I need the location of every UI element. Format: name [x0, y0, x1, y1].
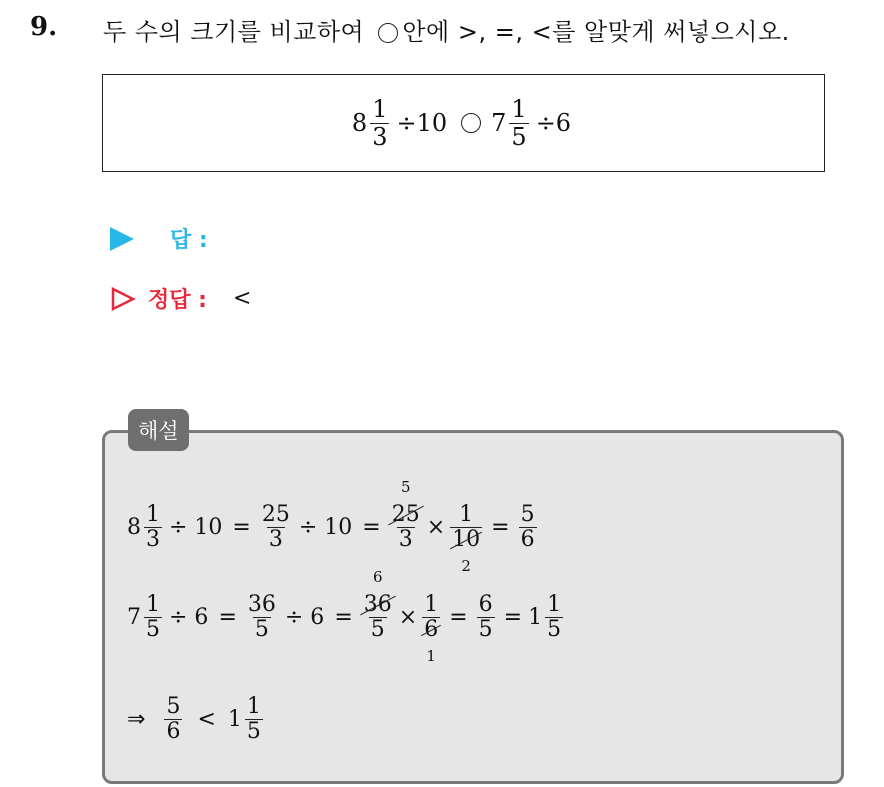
s1-frac-4-num: 1 [459, 502, 474, 527]
solution-line-1 [127, 478, 540, 575]
s2-frac-1 [144, 593, 162, 642]
s2-frac-4-num: 1 [424, 592, 439, 617]
correct-answer-row [110, 283, 251, 314]
solution-line-3 [127, 695, 266, 744]
s3-frac-a-num: 5 [166, 694, 181, 719]
s3-frac-b-den: 5 [246, 719, 261, 745]
s3-frac-b [245, 695, 263, 744]
s1-times: × [426, 515, 446, 541]
s1-frac-3 [390, 478, 422, 553]
s1-frac-4 [450, 502, 482, 575]
s3-b-whole: 1 [227, 707, 242, 733]
left-denominator: 3 [372, 122, 388, 151]
play-outline-icon [110, 286, 136, 312]
left-numerator: 1 [372, 95, 388, 124]
s2-result-den: 5 [478, 617, 493, 643]
solution-box [102, 430, 844, 784]
s2-frac-3-num-reduced: 6 [372, 568, 383, 586]
answer-label: 답 : [170, 228, 208, 253]
s2-result-num: 6 [478, 592, 493, 617]
s1-frac-4-den-cancel [452, 527, 481, 575]
s1-eq-1: = [232, 515, 251, 541]
s2-frac-2 [246, 593, 278, 642]
right-divisor: ÷6 [535, 109, 572, 137]
blank-circle-icon [378, 23, 398, 43]
s2-whole: 7 [127, 605, 141, 631]
s1-frac-1-den: 3 [146, 527, 160, 553]
s1-result-den: 6 [520, 527, 535, 553]
s1-whole: 8 [127, 515, 141, 541]
question-text [103, 12, 790, 47]
answer-circle-icon[interactable] [461, 113, 481, 133]
s1-frac-2 [260, 503, 292, 552]
question-text-after: 안에 >, =, <를 알맞게 써넣으시오. [402, 18, 790, 46]
left-whole: 8 [351, 109, 368, 137]
question-number: 9. [30, 12, 58, 42]
problem-box [102, 74, 825, 172]
s2-mixed-num: 1 [547, 592, 562, 617]
s2-frac-4-den [422, 617, 440, 665]
s1-div-2: ÷ 10 [298, 515, 353, 541]
s1-frac-2-den: 3 [268, 527, 283, 553]
s2-div-1: ÷ 6 [169, 605, 209, 631]
left-divisor: ÷10 [396, 109, 448, 137]
correct-answer-value: < [232, 286, 252, 311]
s1-frac-3-num-reduced: 5 [400, 478, 411, 496]
s2-frac-3-den: 5 [370, 617, 385, 643]
question-text-before: 두 수의 크기를 비교하여 [103, 18, 365, 46]
s2-mixed-den: 5 [547, 617, 562, 643]
s2-frac-2-den: 5 [254, 617, 269, 643]
s2-mixed-frac [545, 593, 563, 642]
s3-frac-a [164, 695, 182, 744]
solution-tab: 해설 [128, 409, 189, 451]
s3-frac-b-num: 1 [246, 694, 261, 719]
s2-times: × [398, 605, 418, 631]
s1-frac-4-den-reduced: 2 [461, 556, 471, 575]
s2-frac-2-num: 36 [247, 592, 276, 617]
right-numerator: 1 [511, 95, 527, 124]
s2-eq-2: = [334, 605, 353, 631]
s2-result [477, 593, 495, 642]
s2-eq-3: = [449, 605, 468, 631]
play-filled-icon [110, 227, 134, 251]
s2-eq-1: = [218, 605, 237, 631]
s2-div-2: ÷ 6 [284, 605, 325, 631]
s1-frac-4-den-text: 10 [452, 527, 481, 553]
s1-eq-3: = [491, 515, 510, 541]
s1-frac-1 [144, 503, 162, 552]
s2-frac-4 [422, 592, 440, 665]
s2-frac-3 [362, 568, 394, 643]
s1-frac-2-num: 25 [261, 502, 290, 527]
left-fraction [370, 96, 389, 150]
s2-frac-4-den-reduced: 1 [426, 646, 436, 665]
s1-frac-3-den: 3 [398, 527, 413, 553]
s1-result-num: 5 [520, 502, 535, 527]
correct-answer-label: 정답 : [148, 288, 207, 313]
s1-frac-1-num: 1 [146, 502, 160, 527]
s3-arrow: ⇒ [127, 707, 146, 733]
s2-frac-4-den-cancel [424, 617, 439, 665]
s2-mixed-whole: 1 [528, 605, 543, 631]
s2-frac-1-den: 5 [146, 617, 160, 643]
s1-frac-4-den [450, 527, 482, 575]
s2-frac-4-den-text: 6 [424, 617, 439, 643]
s1-frac-3-num-text: 25 [391, 502, 420, 527]
s1-div-1: ÷ 10 [169, 515, 223, 541]
s2-frac-1-num: 1 [146, 592, 160, 617]
s3-compare: < [197, 707, 216, 733]
right-fraction [509, 96, 528, 150]
s3-frac-a-den: 6 [166, 719, 181, 745]
s1-eq-2: = [362, 515, 381, 541]
s2-eq-4: = [503, 605, 523, 631]
s1-frac-3-num [390, 478, 422, 527]
solution-line-2 [127, 568, 566, 665]
s1-result [519, 503, 537, 552]
s2-frac-3-num-text: 36 [363, 592, 392, 617]
answer-row [110, 223, 208, 254]
right-denominator: 5 [511, 122, 527, 151]
s2-frac-3-num [362, 568, 394, 617]
right-whole: 7 [491, 109, 507, 137]
